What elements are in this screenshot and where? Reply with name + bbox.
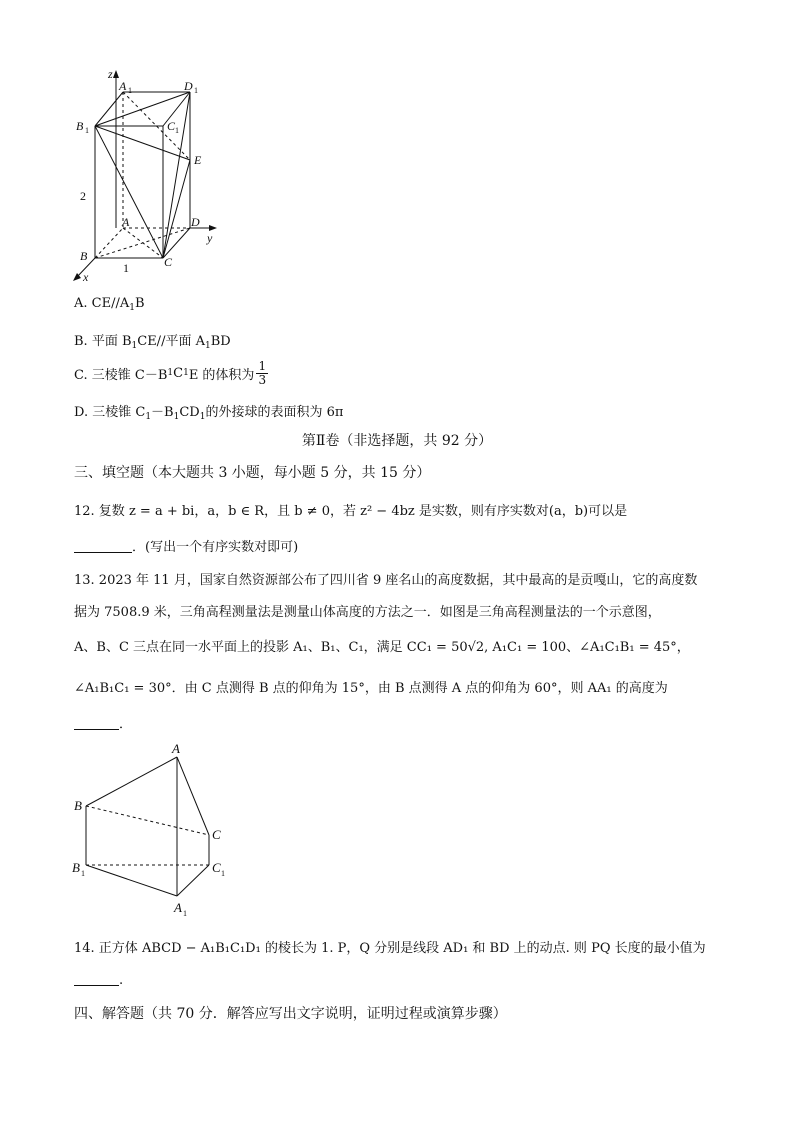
fraction-one-third: $\frac{1}{3}$ (258, 358, 267, 387)
q12-line2: ．(写出一个有序实数对即可) (74, 536, 298, 555)
svg-text:1: 1 (183, 909, 187, 918)
q13-line1: 13. 2023 年 11 月，国家自然资源部公布了四川省 9 座名山的高度数据，其中最高的是贡嘎山，它的高度数 (74, 573, 698, 588)
q14-line2: . (74, 973, 123, 988)
part3-heading: 三、填空题（本大题共 3 小题，每小题 5 分，共 15 分） (74, 465, 431, 481)
svg-text:1: 1 (194, 86, 198, 95)
label-b1: B (76, 119, 84, 133)
svg-text:1: 1 (221, 869, 225, 878)
label-c: C (164, 255, 173, 269)
label-b: B (80, 249, 88, 263)
q13-line2: 据为 7508.9 米，三角高程测量法是测量山体高度的方法之一．如图是三角高程测量法的一个示意图， (74, 605, 661, 620)
svg-text:1: 1 (81, 869, 85, 878)
length-2-label: 2 (80, 189, 86, 203)
answer-blank (74, 540, 132, 553)
label-a1: A (119, 79, 127, 93)
option-d: D. 三棱锥 $C_1-B_1CD_1$的外接球的表面积为 6π (74, 405, 344, 422)
label-a: A (172, 741, 180, 756)
label-a1: A (174, 900, 182, 915)
triangulation-figure (68, 738, 238, 918)
svg-text:1: 1 (85, 126, 89, 135)
option-b: B. 平面 $B_1CE//$平面 $A_1BD$ (74, 334, 231, 351)
q12-line1: 12. 复数 z = a + bi，a，b ∈ R，且 b ≠ 0，若 z² − 4bz 是实数，则有序实数对(a，b)可以是 (74, 504, 628, 519)
section2-title: 第Ⅱ卷（非选择题，共 92 分） (301, 433, 493, 449)
length-1-label: 1 (123, 261, 129, 275)
label-b1: B (72, 860, 80, 875)
part4-heading: 四、解答题（共 70 分．解答应写出文字说明，证明过程或演算步骤） (74, 1006, 507, 1022)
label-d1: D (184, 79, 193, 93)
label-d: D (191, 215, 200, 229)
option-c: C. 三棱锥 C－B 1 C 1 E 的体积为 $\frac{1}{3}$ (74, 358, 267, 387)
label-b: B (74, 798, 82, 813)
option-a: A. $CE//A_1B$ (74, 296, 145, 313)
q14-line1: 14. 正方体 ABCD − A₁B₁C₁D₁ 的棱长为 1. P，Q 分别是线段 AD₁ 和 BD 上的动点. 则 PQ 长度的最小值为 (74, 941, 706, 956)
label-a: A (122, 215, 130, 229)
label-y: y (207, 231, 213, 245)
svg-text:1: 1 (128, 86, 132, 95)
label-x: x (83, 270, 89, 284)
q13-line5: ． (74, 713, 132, 732)
prism-figure (68, 60, 228, 285)
label-c: C (212, 827, 221, 842)
answer-blank (74, 717, 119, 730)
q13-line3: A、B、C 三点在同一水平面上的投影 A₁、B₁、C₁，满足 CC₁ = 50√2, A₁C₁ = 100、∠A₁C₁B₁ = 45°， (74, 640, 690, 655)
q13-line4: ∠A₁B₁C₁ = 30°．由 C 点测得 B 点的仰角为 15°，由 B 点测得 A 点的仰角为 60°，则 AA₁ 的高度为 (74, 681, 668, 696)
label-z: z (108, 67, 113, 81)
svg-text:1: 1 (175, 126, 179, 135)
label-c1: C (167, 119, 176, 133)
label-e: E (194, 153, 202, 167)
label-c1: C (212, 860, 221, 875)
answer-blank (74, 973, 119, 986)
